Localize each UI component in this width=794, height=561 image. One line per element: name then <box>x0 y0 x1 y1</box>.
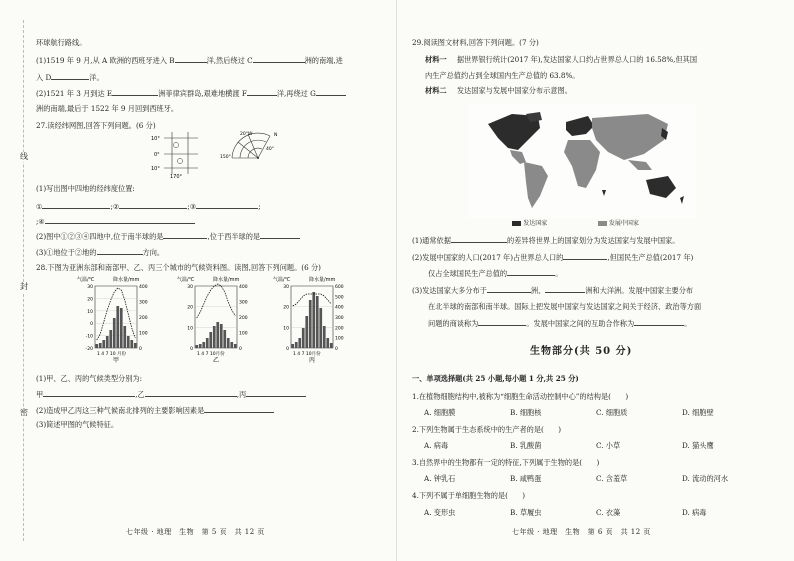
material-2 <box>425 86 780 95</box>
chart-y-tick-left: -10 <box>85 334 93 340</box>
north-label: N <box>274 133 278 138</box>
option-c[interactable]: C. 衣藻 <box>596 508 621 517</box>
chart-y-tick-left: 20 <box>87 297 93 303</box>
q29-3-line2: 在北半球的南部和南半球。国际上把发展中国家与发达国家之间关于经济、政治等方面 <box>428 302 702 311</box>
q26-1-text-e: 洋。 <box>89 73 104 82</box>
chart-precip-axis-title: 降水量/mm <box>213 277 240 283</box>
q29-2-line <box>412 252 780 262</box>
chart-precip-bar <box>113 318 116 348</box>
q27-title: 27.读经纬网图,回答下列问题。(6 分) <box>36 121 156 130</box>
climate-chart-jia <box>77 276 148 364</box>
bio-q2: 2.下列生物属于生态系统中的生产者的是( ) <box>412 425 562 434</box>
bio-q3-options <box>424 474 768 483</box>
q27-1-label-2: ;② <box>110 202 120 211</box>
answer-blank[interactable] <box>42 201 110 209</box>
answer-blank[interactable] <box>316 88 346 96</box>
q29-3-line3 <box>428 318 780 328</box>
chart-y-tick-right: 0 <box>239 347 242 352</box>
chart-precip-bar <box>316 296 319 348</box>
answer-blank[interactable] <box>51 72 89 80</box>
legend-swatch-developed <box>512 221 521 226</box>
chart-precip-bar <box>202 342 205 348</box>
q28-3-line: (3)简述甲图的气候特征。 <box>36 420 119 429</box>
bio-q2-options <box>424 441 768 450</box>
chart-temp-curve <box>197 284 236 318</box>
q27-1-sep: ; <box>258 202 261 211</box>
bio-q4: 4.下列不属于单细胞生物的是( ) <box>412 491 526 500</box>
point-2-marker <box>177 158 182 163</box>
answer-blank[interactable] <box>634 318 684 326</box>
chart-y-tick-left: 10 <box>187 326 193 332</box>
q28-1-label-jia: 甲 <box>36 390 44 399</box>
q29-3-line <box>412 285 780 295</box>
q27-2-text-a: (2)图中①②③④四地中, <box>36 232 114 241</box>
chart-x-labels: 1 4 7 10 月份 <box>97 352 127 357</box>
answer-blank[interactable] <box>478 318 526 326</box>
q28-1-title: (1)甲、乙、丙的气候类型分别为: <box>36 374 143 383</box>
q26-2-line2: 洲的南端,最后于 1522 年 9 月回到西班牙。 <box>36 104 179 113</box>
chart-precip-bar <box>326 338 329 348</box>
chart-precip-bar <box>302 328 305 348</box>
chart-precip-axis-title: 降水量/mm <box>113 277 140 283</box>
option-d[interactable]: D. 猫头鹰 <box>682 441 714 450</box>
chart-city-label: 丙 <box>309 357 316 364</box>
chart-y-tick-right: 500 <box>335 295 344 301</box>
chart-y-tick-left: 10 <box>87 309 93 315</box>
answer-blank[interactable] <box>487 285 531 293</box>
material-1-cont: 内生产总值约占到全球国内生产总值的 63.8%。 <box>425 71 580 80</box>
answer-blank[interactable] <box>246 389 306 397</box>
q29-2-text-c: 仅占全球国民生产总值的 <box>428 269 508 278</box>
chart-y-tick-left: 30 <box>87 285 93 290</box>
latitude-arc <box>248 148 262 158</box>
option-a[interactable]: A. 变形虫 <box>424 508 456 517</box>
climate-chart-bing <box>273 276 344 364</box>
chart-precip-bar <box>291 344 294 348</box>
answer-blank[interactable] <box>112 88 158 96</box>
chart-x-labels: 1 4 7 10月份 <box>293 352 321 357</box>
chart-y-tick-left: 0 <box>286 347 289 352</box>
material-2-label: 材料二 <box>425 86 447 95</box>
chart-temp-axis-title: 气温/℃ <box>77 277 95 283</box>
chart-precip-bar <box>319 308 322 348</box>
pole-marker <box>257 157 259 159</box>
text-route: 环球航行路线。 <box>36 38 87 47</box>
answer-blank[interactable] <box>260 231 300 239</box>
chart-y-tick-left: 10 <box>283 326 289 332</box>
chart-precip-bar <box>309 300 312 348</box>
q27-2-text-b: 位于南半球的是 <box>113 232 164 241</box>
chart-precip-bar <box>130 340 133 348</box>
answer-blank[interactable] <box>563 252 607 260</box>
chart-precip-bar <box>106 336 109 348</box>
q29-3-text-g: 。 <box>684 319 692 328</box>
q27-1-label-4: ;④ <box>36 217 45 226</box>
material-1-label: 材料一 <box>425 55 447 64</box>
bio-q1: 1.在植物细胞结构中,被称为“细胞生命活动控制中心”的结构是( ) <box>412 392 629 401</box>
chart-temp-curve <box>97 288 136 340</box>
q29-3-text-e: 问题的商谈称为 <box>428 319 479 328</box>
binding-gutter <box>18 0 30 561</box>
chart-precip-bar <box>195 345 198 348</box>
q29-1-line <box>412 235 780 245</box>
answer-blank[interactable] <box>119 201 187 209</box>
chart-y-tick-right: 300 <box>139 300 148 306</box>
gutter-dashed-line <box>23 20 24 541</box>
bio-q1-options <box>424 408 768 417</box>
q29-3-text-f: 。发展中国家之间的互助合作称为 <box>526 319 635 328</box>
q26-1-text-b: 洋,然后绕过 C <box>206 56 253 65</box>
answer-blank[interactable] <box>507 268 555 276</box>
q29-3-text-c: 洲和大洋洲。发展中国家主要分布 <box>585 286 694 295</box>
chart-y-tick-right: 0 <box>335 347 338 352</box>
left-footer: 七年级 · 地理 生物 第 5 页 共 12 页 <box>126 528 265 536</box>
answer-blank[interactable] <box>451 235 507 243</box>
chart-precip-bar <box>213 326 216 348</box>
chart-precip-axis-title: 降水量/mm <box>309 277 336 283</box>
chart-precip-bar <box>330 343 333 348</box>
chart-y-tick-left: -20 <box>85 347 93 352</box>
lon-label: 170° <box>170 174 183 178</box>
chart-precip-bar <box>123 326 126 348</box>
chart-city-label: 甲 <box>113 357 120 364</box>
chart-precip-bar <box>102 340 105 348</box>
gutter-char-mi: 密 <box>20 408 28 417</box>
answer-blank[interactable] <box>545 285 585 293</box>
chart-y-tick-right: 200 <box>239 316 248 321</box>
chart-y-tick-right: 200 <box>139 316 148 321</box>
answer-blank[interactable] <box>145 389 237 397</box>
option-d[interactable]: D. 流动的河水 <box>682 474 729 483</box>
climate-charts <box>75 274 375 370</box>
option-b[interactable]: B. 乳酸菌 <box>510 441 542 450</box>
q26-1-text-a: (1)1519 年 9 月,从 A 欧洲的西班牙进入 B <box>36 56 175 65</box>
chart-precip-bar <box>305 316 308 348</box>
option-c[interactable]: C. 小草 <box>596 441 621 450</box>
chart-precip-bar <box>227 338 230 348</box>
option-a[interactable]: A. 钟乳石 <box>424 474 456 483</box>
lon-label: 20°W <box>240 132 253 137</box>
chart-precip-bar <box>206 338 209 348</box>
chart-precip-bar <box>116 306 119 348</box>
chart-y-tick-left: 0 <box>190 347 193 352</box>
answer-blank[interactable] <box>45 216 195 224</box>
chart-precip-bar <box>220 324 223 348</box>
lat-label: 0° <box>154 152 160 158</box>
gutter-char-feng: 封 <box>20 282 28 291</box>
legend-swatch-developing <box>598 221 607 226</box>
chart-precip-bar <box>127 336 130 348</box>
answer-blank[interactable] <box>253 55 305 63</box>
lon-label: 40° <box>266 147 274 152</box>
q28-1-label-bing: ,丙 <box>236 390 247 399</box>
chart-y-tick-right: 0 <box>139 347 142 352</box>
chart-y-tick-right: 100 <box>139 331 148 337</box>
chart-temp-axis-title: 气温/℃ <box>177 277 195 283</box>
page-fold <box>396 0 397 561</box>
chart-precip-bar <box>312 292 315 348</box>
q29-2-text-a: (2)发展中国家的人口(2017 年)占世界总人口的 <box>412 253 564 262</box>
option-d[interactable]: D. 病毒 <box>682 508 707 517</box>
legend-label-developing: 发展中国家 <box>608 220 639 227</box>
chart-precip-bar <box>209 332 212 348</box>
chart-precip-bar <box>234 344 237 348</box>
q26-2-text-a: (2)1521 年 3 月到达 E <box>36 89 113 98</box>
q29-1-text-b: 的差异将世界上的国家划分为发达国家与发展中国家。 <box>506 236 680 245</box>
q27-3-text-a: (3)①地位于②地的 <box>36 248 97 257</box>
q27-1-label-3: ;③ <box>187 202 197 211</box>
answer-blank[interactable] <box>43 389 135 397</box>
chart-precip-bar <box>120 308 123 348</box>
chart-y-tick-left: 30 <box>187 285 193 290</box>
chart-y-tick-left: 0 <box>90 322 93 328</box>
right-footer: 七年级 · 地理 生物 第 6 页 共 12 页 <box>512 528 651 536</box>
chart-y-tick-right: 400 <box>239 285 248 290</box>
q28-title: 28.下图为亚洲东部和南部甲、乙、丙三个城市的气候资料图。读图,回答下列问题。(6 分) <box>36 263 321 272</box>
chart-temp-axis-title: 气温/℃ <box>273 277 291 283</box>
q29-1-text-a: (1)通常依据 <box>412 236 451 245</box>
q28-2-text: (2)造成甲乙丙这三种气候南北排列的主要影响因素是 <box>36 406 205 415</box>
lat-label: 10° <box>151 136 160 142</box>
q27-1-label-1: ① <box>36 202 43 211</box>
chart-precip-bar <box>298 338 301 348</box>
q26-1-text-c: 洲的南端,进 <box>304 56 343 65</box>
chart-precip-bar <box>223 330 226 348</box>
chart-precip-bar <box>199 344 202 348</box>
graticule-map-1 <box>150 130 210 178</box>
q29-2-text-d: 。 <box>555 269 563 278</box>
option-d[interactable]: D. 细胞壁 <box>682 408 714 417</box>
q29-2-text-b: ,但国民生产总值(2017 年) <box>607 253 694 262</box>
option-a[interactable]: A. 病毒 <box>424 441 449 450</box>
lon-label: 150° <box>220 155 231 160</box>
chart-y-tick-right: 300 <box>239 300 248 306</box>
option-c[interactable]: C. 细胞质 <box>596 408 628 417</box>
chart-precip-bar <box>230 342 233 348</box>
q26-1-text-d: 入 D <box>36 73 52 82</box>
q29-3-text-b: 洲、 <box>530 286 546 295</box>
chart-y-tick-left: 30 <box>283 285 289 290</box>
chart-precip-bar <box>216 322 219 348</box>
chart-precip-bar <box>134 343 137 348</box>
chart-city-label: 乙 <box>213 357 220 364</box>
option-b[interactable]: B. 咸鸭蛋 <box>510 474 542 483</box>
legend-label-developed: 发达国家 <box>523 220 548 227</box>
graticule-map-2 <box>218 128 284 178</box>
biology-section-title: 生物部分(共 50 分) <box>530 346 633 357</box>
chart-precip-bar <box>295 342 298 348</box>
q29-title: 29.阅读图文材料,回答下列问题。(7 分) <box>412 38 539 47</box>
q26-2-text-c: 洋,再绕过 G <box>276 89 316 98</box>
world-development-map <box>468 104 696 218</box>
chart-frame <box>195 286 237 348</box>
q27-2-text-c: ,位于西半球的是 <box>207 232 261 241</box>
point-1-marker <box>173 142 178 147</box>
q29-3-text-a: (3)发达国家大多分布于 <box>412 286 487 295</box>
chart-precip-bar <box>323 326 326 348</box>
q26-2-text-b: 洲菲律宾群岛,艰难地横渡 F <box>158 89 247 98</box>
chart-precip-bar <box>99 343 102 348</box>
lat-label: 10° <box>151 166 160 172</box>
mc-section-header: 一、单项选择题(共 25 小题,每小题 1 分,共 25 分) <box>412 374 579 383</box>
chart-y-tick-right: 600 <box>335 285 344 290</box>
map-legend <box>512 218 639 228</box>
chart-y-tick-right: 200 <box>335 326 344 332</box>
answer-blank[interactable] <box>97 247 143 255</box>
option-b[interactable]: B. 草履虫 <box>510 508 542 517</box>
bio-q3: 3.自然界中的生物都有一定的特征,下列属于生物的是( ) <box>412 458 600 467</box>
answer-blank[interactable] <box>163 231 207 239</box>
chart-precip-bar <box>95 344 98 348</box>
chart-y-tick-right: 400 <box>335 305 344 311</box>
material-1-text: 据世界银行统计(2017 年),发达国家人口约占世界总人口的 16.58%,但其国 <box>456 55 698 64</box>
chart-x-labels: 1 4 7 10月份 <box>197 352 225 357</box>
chart-y-tick-right: 100 <box>335 336 344 342</box>
latitude-arc <box>240 140 266 158</box>
answer-blank[interactable] <box>175 55 207 63</box>
chart-temp-curve <box>293 294 332 306</box>
option-b[interactable]: B. 细胞核 <box>510 408 542 417</box>
option-a[interactable]: A. 细胞膜 <box>424 408 456 417</box>
material-2-text: 发达国家与发展中国家分布示意图。 <box>456 86 572 95</box>
q27-3-text-b: 方向。 <box>142 248 165 257</box>
gutter-char-xian: 线 <box>20 152 28 161</box>
chart-y-tick-right: 400 <box>139 285 148 290</box>
q29-2-line2 <box>428 268 780 278</box>
chart-y-tick-right: 300 <box>335 316 344 321</box>
option-c[interactable]: C. 含羞草 <box>596 474 628 483</box>
chart-y-tick-right: 100 <box>239 331 248 337</box>
climate-chart-yi <box>177 276 248 364</box>
answer-blank[interactable] <box>247 88 277 96</box>
chart-frame <box>95 286 137 348</box>
chart-y-tick-left: 20 <box>187 305 193 311</box>
meridian-line <box>248 134 258 158</box>
answer-blank[interactable] <box>204 405 274 413</box>
chart-precip-bar <box>109 330 112 348</box>
answer-blank[interactable] <box>196 201 261 211</box>
q28-1-label-yi: ,乙 <box>135 390 145 399</box>
material-1 <box>425 55 780 64</box>
q27-1-title: (1)写出图中四地的经纬度位置: <box>36 184 135 193</box>
chart-y-tick-left: 20 <box>283 305 289 311</box>
bio-q4-options <box>424 508 768 517</box>
